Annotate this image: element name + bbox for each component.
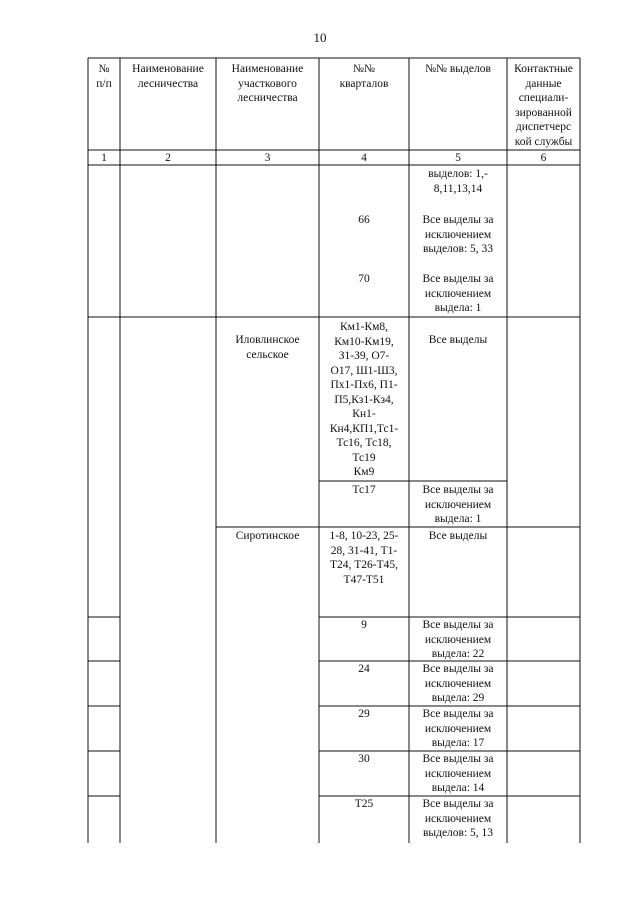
- col-number-6: 6: [540, 152, 547, 164]
- row8-allotments: Все выделы за исключением выдела: 29: [422, 663, 494, 704]
- header-forestry-name: Наименование лесничества: [132, 63, 204, 90]
- row7-quarter: 9: [361, 619, 367, 631]
- row11-allotments: Все выделы за исключением выделов: 5, 13: [422, 798, 494, 839]
- col-number-2: 2: [165, 152, 171, 164]
- row9-allotments: Все выделы за исключением выдела: 17: [422, 708, 494, 749]
- row1-allotments: выделов: 1,- 8,11,13,14: [428, 168, 488, 195]
- row5-quarter: Тс17: [352, 484, 376, 496]
- row5-allotments: Все выделы за исключением выдела: 1: [422, 484, 494, 525]
- header-contact-data: Контактные данные специали- зированной диспетчерс кой службы: [514, 63, 573, 148]
- col-number-1: 1: [101, 152, 107, 164]
- row10-allotments: Все выделы за исключением выдела: 14: [422, 753, 494, 794]
- row4-allotments: Все выделы: [428, 334, 488, 346]
- header-quarters: №№ кварталов: [339, 63, 389, 90]
- row3-allotments: Все выделы за исключением выдела: 1: [422, 273, 494, 314]
- row11-quarter: Т25: [354, 798, 374, 810]
- col-number-3: 3: [264, 152, 271, 164]
- row6-district-forestry: Сиротинское: [235, 530, 300, 542]
- row4-quarters: Км1-Км8, Км10-Км19, З1-З9, О7- О17, Ш1-Ш3, Пх1-Пх6, П1- П5,Кз1-Кз4, Кн1- Кн4,КП1,Тс1- Тс16, Тс18, Тс19 Км9: [329, 321, 399, 478]
- row6-quarters: 1-8, 10-23, 25- 28, 31-41, Т1- Т24, Т26-Т45, Т47-Т51: [329, 530, 399, 586]
- header-col-number: № п/п: [96, 63, 112, 90]
- row7-allotments: Все выделы за исключением выдела: 22: [422, 619, 494, 660]
- header-district-forestry-name: Наименование участкового лесничества: [231, 63, 304, 104]
- col-number-5: 5: [455, 152, 461, 164]
- row2-allotments: Все выделы за исключением выделов: 5, 33: [422, 214, 494, 255]
- row8-quarter: 24: [358, 663, 370, 675]
- page-number: 10: [313, 30, 327, 45]
- row3-quarter: 70: [358, 273, 370, 285]
- col-number-4: 4: [361, 152, 367, 164]
- row9-quarter: 29: [358, 708, 370, 720]
- header-allotments: №№ выделов: [425, 63, 491, 75]
- row6-allotments: Все выделы: [428, 530, 488, 542]
- row4-district-forestry: Иловлинское сельское: [235, 334, 300, 361]
- row2-quarter: 66: [358, 214, 370, 226]
- row10-quarter: 30: [358, 753, 370, 765]
